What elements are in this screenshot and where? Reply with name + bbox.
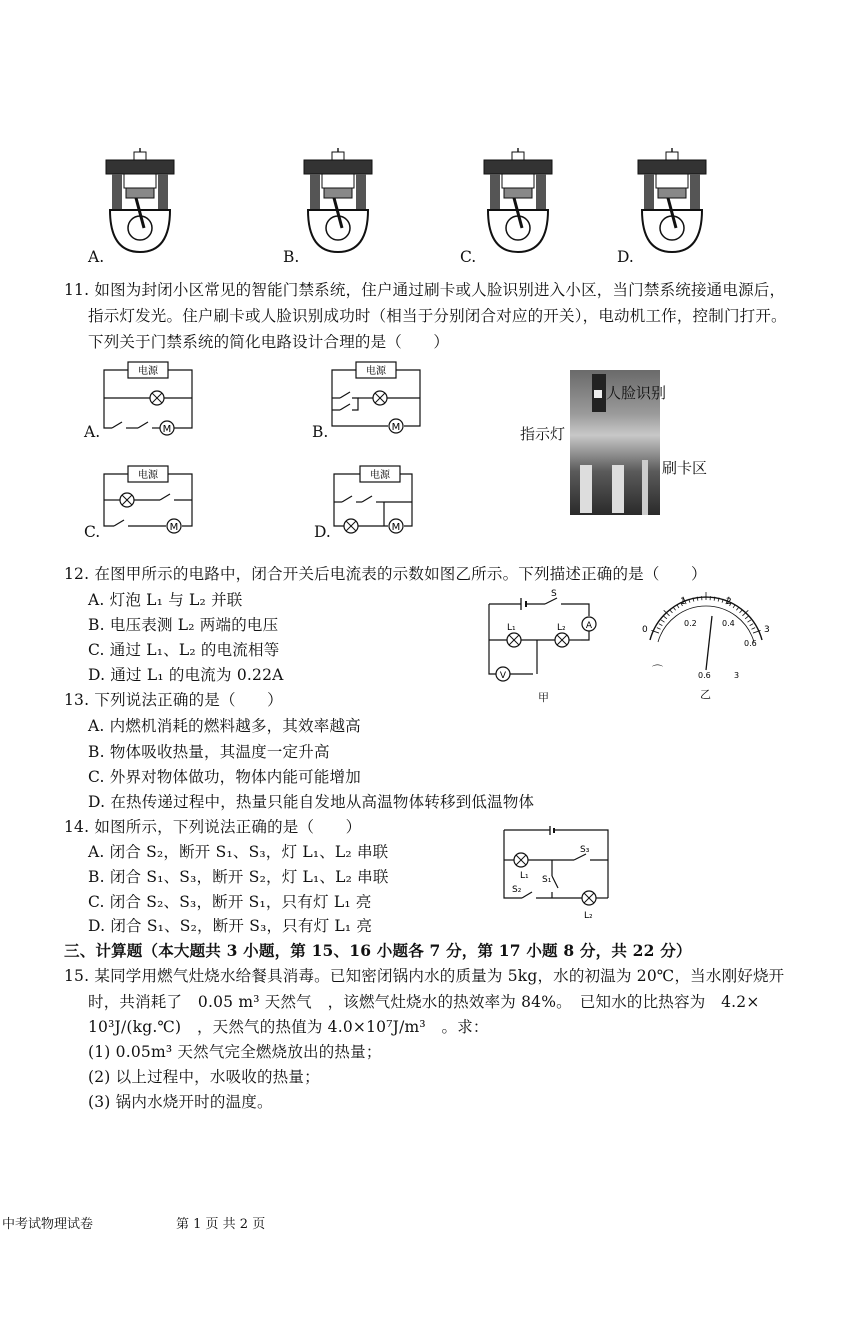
svg-text:M: M (391, 522, 401, 533)
q15-stem-line1: 15. 某同学用燃气灶烧水给餐具消毒。已知密闭锅内水的质量为 5kg，水的初温为 20℃，当水刚好烧开 (64, 967, 785, 985)
q11-stem-line1: 11. 如图为封闭小区常见的智能门禁系统，住户通过刷卡或人脸识别进入小区，当门禁系统接通电源后， (64, 281, 786, 299)
q14-l2-label: L₂ (584, 911, 593, 921)
q12-circuit-jia (485, 589, 605, 686)
engine-diagram-d (632, 148, 712, 258)
footer-page-number: 第 1 页 共 2 页 (176, 1217, 266, 1232)
q11-circuit-b (328, 360, 428, 440)
dial-top-3: 3 (764, 625, 770, 635)
voltmeter-label: V (499, 671, 507, 681)
q13-option-b: B. 物体吸收热量，其温度一定升高 (88, 743, 330, 761)
q15-part-3: (3) 锅内水烧开时的温度。 (88, 1093, 273, 1111)
l2-label: L₂ (557, 623, 566, 633)
dial-zero: 0 (642, 625, 648, 635)
q14-option-a: A. 闭合 S₂，断开 S₁、S₃，灯 L₁、L₂ 串联 (88, 843, 389, 861)
q11-option-d: D. (314, 523, 331, 541)
q12-ammeter-dial (636, 596, 776, 686)
ammeter-label: A (585, 621, 593, 631)
q15-stem-line2: 时，共消耗了 0.05 m³ 天然气 ，该燃气灶烧水的热效率为 84%。 已知水的比热容为 4.2× (88, 993, 760, 1011)
face-recognition-label: 人脸识别 (606, 384, 667, 402)
q11-stem-line2: 指示灯发光。住户刷卡或人脸识别成功时（相当于分别闭合对应的开关），电动机工作，控制门打开。 (88, 307, 787, 325)
dial-top-2: 2 (726, 597, 732, 607)
q14-circuit (500, 826, 620, 924)
q11-circuit-c (100, 462, 200, 542)
dial-terminal-3: 3 (734, 671, 740, 680)
q14-option-c: C. 闭合 S₂、S₃，断开 S₁，只有灯 L₁ 亮 (88, 893, 372, 911)
q14-s2-label: S₂ (512, 885, 522, 895)
dial-terminal-06: 0.6 (698, 671, 711, 680)
footer-exam-title: 中考试物理试卷 (2, 1217, 94, 1232)
svg-text:M: M (391, 422, 401, 433)
fig-yi-caption: 乙 (700, 688, 711, 701)
q12-option-a: A. 灯泡 L₁ 与 L₂ 并联 (88, 591, 243, 609)
q15-part-1: (1) 0.05m³ 天然气完全燃烧放出的热量； (88, 1043, 382, 1061)
svg-text:电源: 电源 (138, 470, 158, 481)
q14-l1-label: L₁ (520, 871, 529, 881)
switch-label: S (551, 589, 557, 599)
dial-bottom-02: 0.2 (684, 619, 697, 628)
q14-s3-label: S₃ (580, 845, 590, 855)
q11-circuit-a (100, 360, 200, 440)
card-area-label: 刷卡区 (662, 459, 708, 477)
engine-option-c: C. (460, 248, 477, 266)
q13-option-a: A. 内燃机消耗的燃料越多，其效率越高 (88, 717, 361, 735)
q12-option-b: B. 电压表测 L₂ 两端的电压 (88, 616, 279, 634)
q12-option-d: D. 通过 L₁ 的电流为 0.22A (88, 666, 284, 684)
power-label: 电源 (138, 366, 158, 377)
svg-text:⌒: ⌒ (652, 664, 663, 677)
dial-bottom-04: 0.4 (722, 619, 735, 628)
q11-circuit-d (330, 462, 430, 542)
l1-label: L₁ (507, 623, 516, 633)
fig-jia-caption: 甲 (538, 691, 549, 704)
q15-stem-line3: 10³J/(kg.℃) ，天然气的热值为 4.0×10⁷J/m³ 。求： (88, 1018, 489, 1036)
engine-diagram-a (100, 148, 180, 258)
q14-option-d: D. 闭合 S₁、S₂，断开 S₃，只有灯 L₁ 亮 (88, 917, 373, 935)
engine-option-a: A. (88, 248, 105, 266)
q11-option-a: A. (84, 423, 101, 441)
q14-s1-label: S₁ (542, 875, 552, 885)
q14-stem: 14. 如图所示，下列说法正确的是（ ） (64, 818, 362, 836)
engine-diagram-b (298, 148, 378, 258)
engine-option-d: D. (617, 248, 634, 266)
q11-stem-line3: 下列关于门禁系统的简化电路设计合理的是（ ） (88, 333, 450, 351)
indicator-light-label: 指示灯 (520, 425, 566, 443)
q13-option-c: C. 外界对物体做功，物体内能可能增加 (88, 768, 361, 786)
svg-text:M: M (169, 522, 179, 533)
section-3-heading: 三、计算题（本大题共 3 小题，第 15、16 小题各 7 分，第 17 小题 8 分，共 22 分） (64, 941, 692, 960)
engine-diagram-c (478, 148, 558, 258)
engine-option-b: B. (283, 248, 300, 266)
q11-option-c: C. (84, 523, 101, 541)
svg-text:电源: 电源 (366, 366, 386, 377)
q12-stem: 12. 在图甲所示的电路中，闭合开关后电流表的示数如图乙所示。下列描述正确的是（ ） (64, 565, 707, 583)
dial-top-1: 1 (680, 597, 686, 607)
q13-option-d: D. 在热传递过程中，热量只能自发地从高温物体转移到低温物体 (88, 793, 535, 811)
dial-bottom-06: 0.6 (744, 639, 757, 648)
q13-stem: 13. 下列说法正确的是（ ） (64, 691, 283, 709)
svg-text:电源: 电源 (370, 470, 390, 481)
q14-option-b: B. 闭合 S₁、S₃，断开 S₂，灯 L₁、L₂ 串联 (88, 868, 389, 886)
q12-option-c: C. 通过 L₁、L₂ 的电流相等 (88, 641, 280, 659)
motor-label: M (162, 424, 172, 435)
q15-part-2: (2) 以上过程中，水吸收的热量； (88, 1068, 320, 1086)
q11-option-b: B. (312, 423, 329, 441)
